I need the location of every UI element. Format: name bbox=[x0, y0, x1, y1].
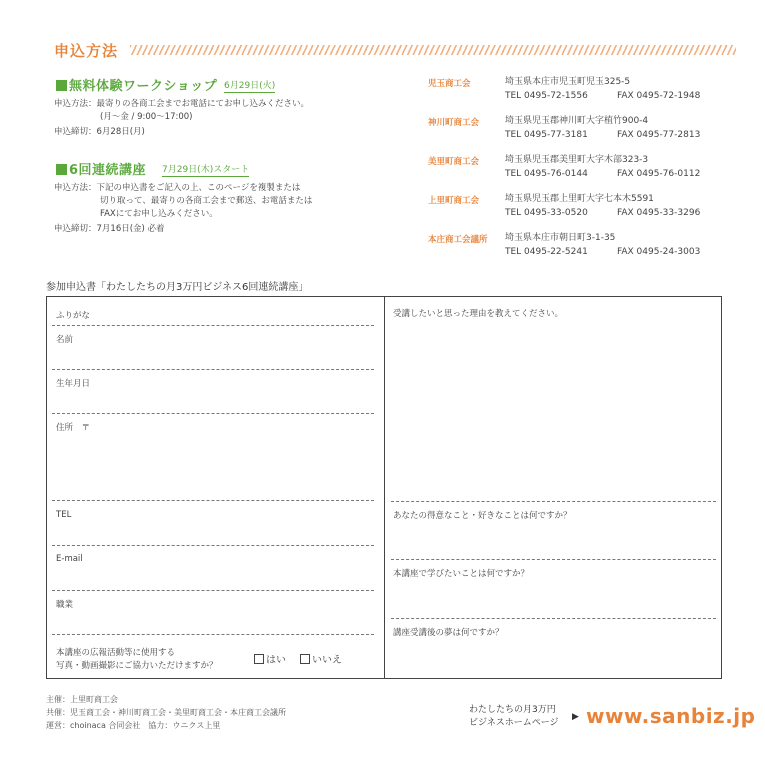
association-name: 児玉商工会 bbox=[428, 79, 471, 89]
course-title: 6回連続講座 bbox=[69, 163, 147, 178]
furigana-line[interactable] bbox=[52, 325, 374, 326]
strengths-line[interactable] bbox=[391, 559, 716, 560]
name-label: 名前 bbox=[56, 335, 74, 345]
site-url-link[interactable]: www.sanbiz.jp bbox=[586, 704, 756, 728]
course-method-label: 申込方法： bbox=[54, 183, 97, 193]
strengths-label: あなたの得意なこと・好きなことは何ですか？ bbox=[393, 511, 572, 521]
header-decoration bbox=[130, 45, 736, 55]
dream-label: 講座受講後の夢は何ですか？ bbox=[393, 628, 504, 638]
course-method-line3: FAXにてお申し込みください。 bbox=[100, 209, 218, 219]
site-label-line1: わたしたちの月3万円 bbox=[469, 705, 556, 715]
email-label: E-mail bbox=[56, 554, 83, 564]
form-title: 参加申込書「わたしたちの月3万円ビジネス6回連続講座」 bbox=[46, 282, 309, 293]
name-line[interactable] bbox=[52, 369, 374, 370]
association-tel: TEL 0495-33-0520 bbox=[505, 208, 588, 218]
footer-co-organizer: 共催：児玉商工会・神川町商工会・美里町商工会・本庄商工会議所 bbox=[46, 708, 286, 717]
workshop-heading bbox=[56, 75, 217, 94]
reason-label: 受講したいと思った理由を教えてください。 bbox=[393, 309, 564, 319]
checkbox-icon[interactable] bbox=[300, 654, 310, 664]
learn-label: 本講座で学びたいことは何ですか？ bbox=[393, 569, 530, 579]
association-fax: FAX 0495-33-3296 bbox=[617, 208, 701, 218]
square-bullet-icon bbox=[56, 164, 67, 175]
consent-no-option[interactable] bbox=[300, 651, 342, 666]
association-address: 埼玉県児玉郡神川町大字植竹900-4 bbox=[505, 116, 649, 126]
birthday-line[interactable] bbox=[52, 413, 374, 414]
workshop-title: 無料体験ワークショップ bbox=[69, 79, 218, 94]
consent-yes-label: はい bbox=[266, 655, 286, 666]
consent-no-label: いいえ bbox=[312, 655, 342, 666]
association-fax: FAX 0495-76-0112 bbox=[617, 169, 701, 179]
course-date: 7月29日(木)スタート bbox=[162, 162, 249, 177]
association-tel: TEL 0495-72-1556 bbox=[505, 91, 588, 101]
birthday-label: 生年月日 bbox=[56, 379, 91, 389]
workshop-method bbox=[54, 98, 309, 111]
association-address: 埼玉県本庄市朝日町3-1-35 bbox=[505, 233, 616, 243]
address-label: 住所 〒 bbox=[56, 423, 91, 433]
pr-consent-line2: 写真・動画撮影にご協力いただけますか？ bbox=[56, 661, 218, 671]
association-fax: FAX 0495-24-3003 bbox=[617, 247, 701, 257]
workshop-method-line2: (月〜金 / 9:00〜17:00) bbox=[100, 112, 193, 122]
association-name: 神川町商工会 bbox=[428, 118, 480, 128]
association-name: 上里町商工会 bbox=[428, 196, 480, 206]
footer-operator: 運営：choinaca 合同会社 協力：ウニクス上里 bbox=[46, 721, 221, 730]
course-deadline: 申込締切：7月16日(金) 必着 bbox=[54, 224, 165, 234]
footer-organizer: 主催：上里町商工会 bbox=[46, 695, 118, 704]
course-method-line1: 下記の申込書をご記入の上、このページを複製または bbox=[96, 183, 301, 193]
site-label-line2: ビジネスホームページ bbox=[469, 718, 559, 728]
course-method bbox=[54, 182, 300, 195]
workshop-date: 6月29日(火) bbox=[224, 78, 275, 93]
association-address: 埼玉県児玉郡上里町大字七本木5591 bbox=[505, 194, 654, 204]
workshop-method-label: 申込方法： bbox=[54, 99, 97, 109]
furigana-label: ふりがな bbox=[56, 311, 91, 321]
workshop-deadline: 申込締切：6月28日(月) bbox=[54, 127, 145, 137]
site-label bbox=[469, 704, 559, 730]
association-name: 本庄商工会議所 bbox=[428, 235, 488, 245]
association-tel: TEL 0495-76-0144 bbox=[505, 169, 588, 179]
occupation-line[interactable] bbox=[52, 634, 374, 635]
triangle-right-icon: ▶ bbox=[572, 712, 579, 722]
tel-line[interactable] bbox=[52, 545, 374, 546]
association-tel: TEL 0495-22-5241 bbox=[505, 247, 588, 257]
association-address: 埼玉県本庄市児玉町児玉325-5 bbox=[505, 77, 631, 87]
tel-label: TEL bbox=[56, 510, 72, 520]
learn-line[interactable] bbox=[391, 618, 716, 619]
occupation-label: 職業 bbox=[56, 600, 74, 610]
workshop-method-line1: 最寄りの各商工会までお電話にてお申し込みください。 bbox=[96, 99, 310, 109]
consent-yes-option[interactable] bbox=[254, 651, 286, 666]
association-fax: FAX 0495-72-1948 bbox=[617, 91, 701, 101]
checkbox-icon[interactable] bbox=[254, 654, 264, 664]
course-heading bbox=[56, 159, 146, 178]
email-line[interactable] bbox=[52, 590, 374, 591]
association-fax: FAX 0495-77-2813 bbox=[617, 130, 701, 140]
association-tel: TEL 0495-77-3181 bbox=[505, 130, 588, 140]
form-column-divider bbox=[384, 296, 385, 679]
square-bullet-icon bbox=[56, 80, 67, 91]
pr-consent-line1: 本講座の広報活動等に使用する bbox=[56, 648, 176, 658]
address-line[interactable] bbox=[52, 500, 374, 501]
page-title: 申込方法 bbox=[54, 42, 119, 60]
course-method-line2: 切り取って、最寄りの各商工会まで郵送、お電話または bbox=[100, 196, 313, 206]
reason-line[interactable] bbox=[391, 501, 716, 502]
association-name: 美里町商工会 bbox=[428, 157, 480, 167]
association-address: 埼玉県児玉郡美里町大字木部323-3 bbox=[505, 155, 649, 165]
